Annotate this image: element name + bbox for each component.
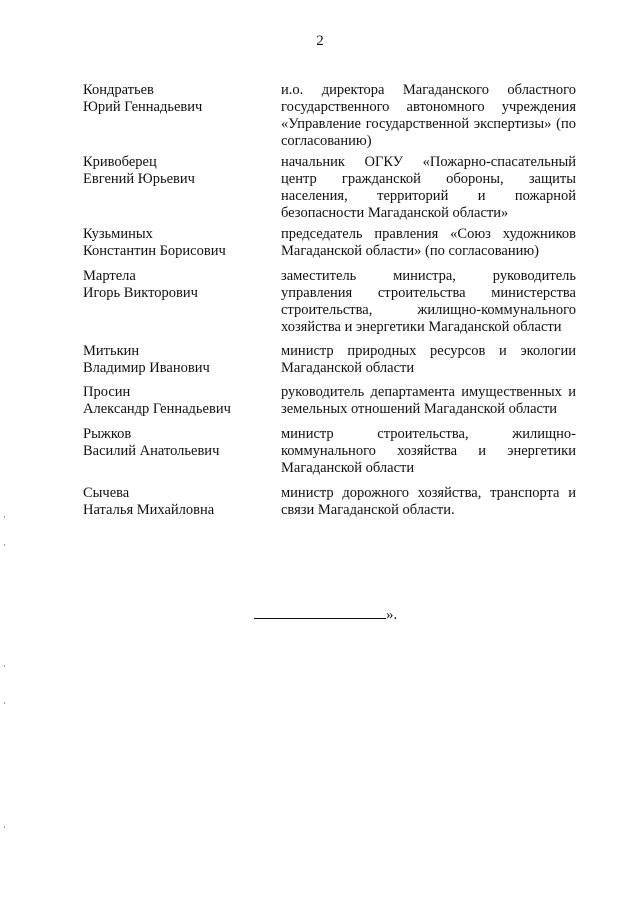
person-position: министр дорожного хозяйства, транспорта и связи Магаданской области. [281,485,576,518]
scan-mark [4,702,5,704]
person-surname: Мартела [83,268,136,284]
person-given-names: Юрий Геннадьевич [83,99,203,115]
person-surname: Рыжков [83,426,132,442]
page-number: 2 [316,33,324,49]
person-name [83,226,268,260]
closing-mark [254,606,397,624]
person-given-names: Игорь Викторович [83,285,198,301]
person-name [83,268,268,302]
signature-line [254,606,386,619]
scan-mark [4,826,5,828]
person-name [83,384,268,418]
person-position: начальник ОГКУ «Пожарно-спасательный центр гражданской обороны, защиты населения, территорий и пожарной безопасности Магаданской области» [281,154,576,221]
person-surname: Митькин [83,343,140,359]
person-name [83,82,268,116]
person-given-names: Александр Геннадьевич [83,401,231,417]
person-surname: Сычева [83,485,130,501]
person-position: министр природных ресурсов и экологии Магаданской области [281,343,576,376]
person-name [83,343,268,377]
person-position: руководитель департамента имущественных и земельных отношений Магаданской области [281,384,576,417]
person-surname: Кондратьев [83,82,154,98]
scan-mark [4,516,5,518]
person-surname: Кузьминых [83,226,153,242]
person-position: и.о. директора Магаданского областного государственного автономного учреждения «Управление государственной экспертизы» (по согласованию) [281,82,576,149]
person-name [83,154,268,188]
closing-quote: ». [386,607,398,623]
person-given-names: Евгений Юрьевич [83,171,195,187]
scan-mark [4,665,5,667]
person-surname: Просин [83,384,131,400]
person-surname: Кривоберец [83,154,157,170]
person-name [83,485,268,519]
person-given-names: Константин Борисович [83,243,226,259]
person-given-names: Владимир Иванович [83,360,210,376]
scan-mark [4,544,5,546]
person-position: председатель правления «Союз художников Магаданской области» (по согласованию) [281,226,576,259]
person-name [83,426,268,460]
person-given-names: Наталья Михайловна [83,502,215,518]
person-position: заместитель министра, руководитель управления строительства министерства строительства, жилищно-коммунального хозяйства и энергетики Магаданской области [281,268,576,335]
person-position: министр строительства, жилищно-коммунального хозяйства и энергетики Магаданской области [281,426,576,476]
person-given-names: Василий Анатольевич [83,443,220,459]
